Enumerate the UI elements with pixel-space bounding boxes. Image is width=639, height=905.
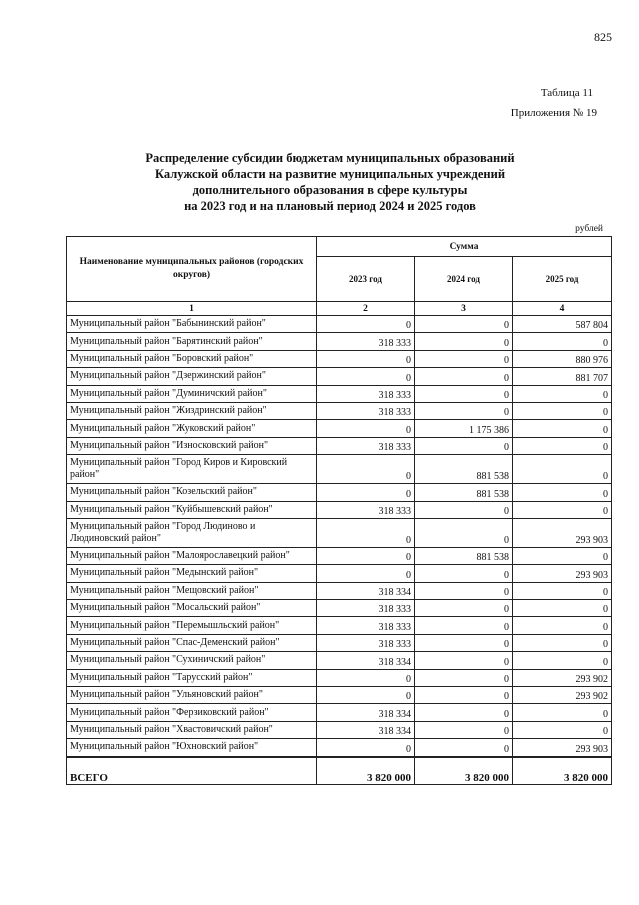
table-row	[67, 669, 612, 686]
total-2023: 3 820 000	[317, 757, 415, 785]
value-2025: 0	[513, 547, 612, 564]
value-2024: 0	[415, 316, 513, 333]
value-2023: 0	[317, 455, 415, 484]
value-2024: 881 538	[415, 455, 513, 484]
value-2023: 0	[317, 687, 415, 704]
value-2025: 0	[513, 455, 612, 484]
value-2025: 293 903	[513, 518, 612, 547]
value-2023: 0	[317, 368, 415, 385]
value-2025: 0	[513, 385, 612, 402]
value-2023: 0	[317, 547, 415, 564]
value-2025: 881 707	[513, 368, 612, 385]
district-name: Муниципальный район "Барятинский район"	[67, 333, 317, 350]
district-name: Муниципальный район "Город Киров и Кировский район"	[67, 455, 317, 484]
district-name: Муниципальный район "Износковский район"	[67, 437, 317, 454]
title-line: Распределение субсидии бюджетам муниципальных образований	[145, 151, 515, 165]
district-name: Муниципальный район "Малоярославецкий район"	[67, 547, 317, 564]
header-year-2025: 2025 год	[513, 257, 612, 302]
table-row	[67, 617, 612, 634]
table-label: Таблица 11	[540, 87, 593, 99]
value-2023: 318 333	[317, 402, 415, 419]
value-2023: 318 333	[317, 617, 415, 634]
document-title	[100, 150, 560, 214]
value-2024: 0	[415, 600, 513, 617]
value-2024: 0	[415, 565, 513, 582]
value-2024: 0	[415, 652, 513, 669]
value-2024: 0	[415, 518, 513, 547]
value-2023: 318 334	[317, 704, 415, 721]
district-name: Муниципальный район "Мосальский район"	[67, 600, 317, 617]
table-row	[67, 455, 612, 484]
value-2024: 0	[415, 402, 513, 419]
title-line: Калужской области на развитие муниципальных учреждений	[154, 167, 506, 181]
column-number: 4	[513, 302, 612, 316]
value-2024: 0	[415, 350, 513, 367]
district-name: Муниципальный район "Боровский район"	[67, 350, 317, 367]
table-row	[67, 600, 612, 617]
table-row	[67, 437, 612, 454]
value-2023: 318 333	[317, 600, 415, 617]
value-2025: 293 902	[513, 669, 612, 686]
table-row	[67, 484, 612, 501]
value-2025: 293 903	[513, 565, 612, 582]
units-label: рублей	[575, 224, 603, 234]
value-2023: 0	[317, 350, 415, 367]
value-2024: 0	[415, 739, 513, 757]
district-name: Муниципальный район "Мещовский район"	[67, 582, 317, 599]
district-name: Муниципальный район "Город Людиново и Людиновский район"	[67, 518, 317, 547]
column-number: 1	[67, 302, 317, 316]
value-2025: 0	[513, 634, 612, 651]
table-body	[67, 316, 612, 757]
value-2023: 318 333	[317, 501, 415, 518]
value-2025: 880 976	[513, 350, 612, 367]
value-2024: 0	[415, 634, 513, 651]
value-2024: 1 175 386	[415, 420, 513, 437]
title-line: дополнительного образования в сфере культуры	[192, 183, 468, 197]
value-2025: 293 902	[513, 687, 612, 704]
value-2023: 318 334	[317, 721, 415, 738]
total-2024: 3 820 000	[415, 757, 513, 785]
appendix-label: Приложения № 19	[510, 107, 597, 119]
header-name-column: Наименование муниципальных районов (городских округов)	[67, 237, 317, 302]
table-row	[67, 402, 612, 419]
value-2024: 0	[415, 721, 513, 738]
header-year-2024: 2024 год	[415, 257, 513, 302]
column-number: 2	[317, 302, 415, 316]
table-row	[67, 350, 612, 367]
district-name: Муниципальный район "Ферзиковский район"	[67, 704, 317, 721]
district-name: Муниципальный район "Хвастовичский район"	[67, 721, 317, 738]
value-2024: 0	[415, 333, 513, 350]
table-row	[67, 420, 612, 437]
district-name: Муниципальный район "Сухиничский район"	[67, 652, 317, 669]
value-2024: 881 538	[415, 547, 513, 564]
value-2023: 0	[317, 739, 415, 757]
table-row	[67, 739, 612, 757]
value-2025: 0	[513, 437, 612, 454]
value-2023: 0	[317, 420, 415, 437]
table-row	[67, 316, 612, 333]
value-2025: 0	[513, 484, 612, 501]
table-row	[67, 721, 612, 738]
value-2023: 0	[317, 316, 415, 333]
district-name: Муниципальный район "Спас-Деменский район"	[67, 634, 317, 651]
value-2023: 318 333	[317, 437, 415, 454]
district-name: Муниципальный район "Ульяновский район"	[67, 687, 317, 704]
value-2025: 0	[513, 501, 612, 518]
district-name: Муниципальный район "Медынский район"	[67, 565, 317, 582]
table-row	[67, 652, 612, 669]
column-number: 3	[415, 302, 513, 316]
value-2023: 318 333	[317, 333, 415, 350]
value-2024: 0	[415, 501, 513, 518]
value-2025: 0	[513, 704, 612, 721]
table-row	[67, 565, 612, 582]
table-row	[67, 547, 612, 564]
value-2025: 0	[513, 652, 612, 669]
value-2024: 0	[415, 368, 513, 385]
table-row	[67, 687, 612, 704]
value-2023: 0	[317, 669, 415, 686]
table-row	[67, 385, 612, 402]
table-row	[67, 333, 612, 350]
value-2025: 0	[513, 600, 612, 617]
value-2024: 0	[415, 437, 513, 454]
value-2023: 0	[317, 518, 415, 547]
value-2024: 0	[415, 669, 513, 686]
value-2024: 0	[415, 687, 513, 704]
district-name: Муниципальный район "Юхновский район"	[67, 739, 317, 757]
header-year-2023: 2023 год	[317, 257, 415, 302]
value-2024: 0	[415, 385, 513, 402]
district-name: Муниципальный район "Тарусский район"	[67, 669, 317, 686]
value-2025: 293 903	[513, 739, 612, 757]
value-2025: 0	[513, 582, 612, 599]
district-name: Муниципальный район "Жуковский район"	[67, 420, 317, 437]
value-2023: 0	[317, 565, 415, 582]
table-row	[67, 518, 612, 547]
value-2025: 0	[513, 420, 612, 437]
value-2025: 587 804	[513, 316, 612, 333]
total-2025: 3 820 000	[513, 757, 612, 785]
district-name: Муниципальный район "Дзержинский район"	[67, 368, 317, 385]
value-2025: 0	[513, 333, 612, 350]
table-row	[67, 582, 612, 599]
value-2024: 0	[415, 617, 513, 634]
value-2024: 881 538	[415, 484, 513, 501]
district-name: Муниципальный район "Бабынинский район"	[67, 316, 317, 333]
district-name: Муниципальный район "Думиничский район"	[67, 385, 317, 402]
value-2023: 318 333	[317, 634, 415, 651]
value-2024: 0	[415, 704, 513, 721]
value-2025: 0	[513, 617, 612, 634]
table-row	[67, 704, 612, 721]
value-2023: 318 334	[317, 582, 415, 599]
page-number: 825	[594, 30, 612, 44]
value-2025: 0	[513, 721, 612, 738]
table-row	[67, 368, 612, 385]
total-label: ВСЕГО	[67, 757, 317, 785]
table-row	[67, 501, 612, 518]
title-line: на 2023 год и на плановый период 2024 и 2025 годов	[184, 199, 476, 213]
value-2023: 318 333	[317, 385, 415, 402]
value-2024: 0	[415, 582, 513, 599]
district-name: Муниципальный район "Козельский район"	[67, 484, 317, 501]
district-name: Муниципальный район "Перемышльский район"	[67, 617, 317, 634]
value-2025: 0	[513, 402, 612, 419]
subsidy-table	[66, 236, 612, 785]
total-row	[67, 757, 612, 785]
value-2023: 0	[317, 484, 415, 501]
header-sum: Сумма	[317, 237, 612, 257]
district-name: Муниципальный район "Жиздринский район"	[67, 402, 317, 419]
value-2023: 318 334	[317, 652, 415, 669]
table-row	[67, 634, 612, 651]
district-name: Муниципальный район "Куйбышевский район"	[67, 501, 317, 518]
